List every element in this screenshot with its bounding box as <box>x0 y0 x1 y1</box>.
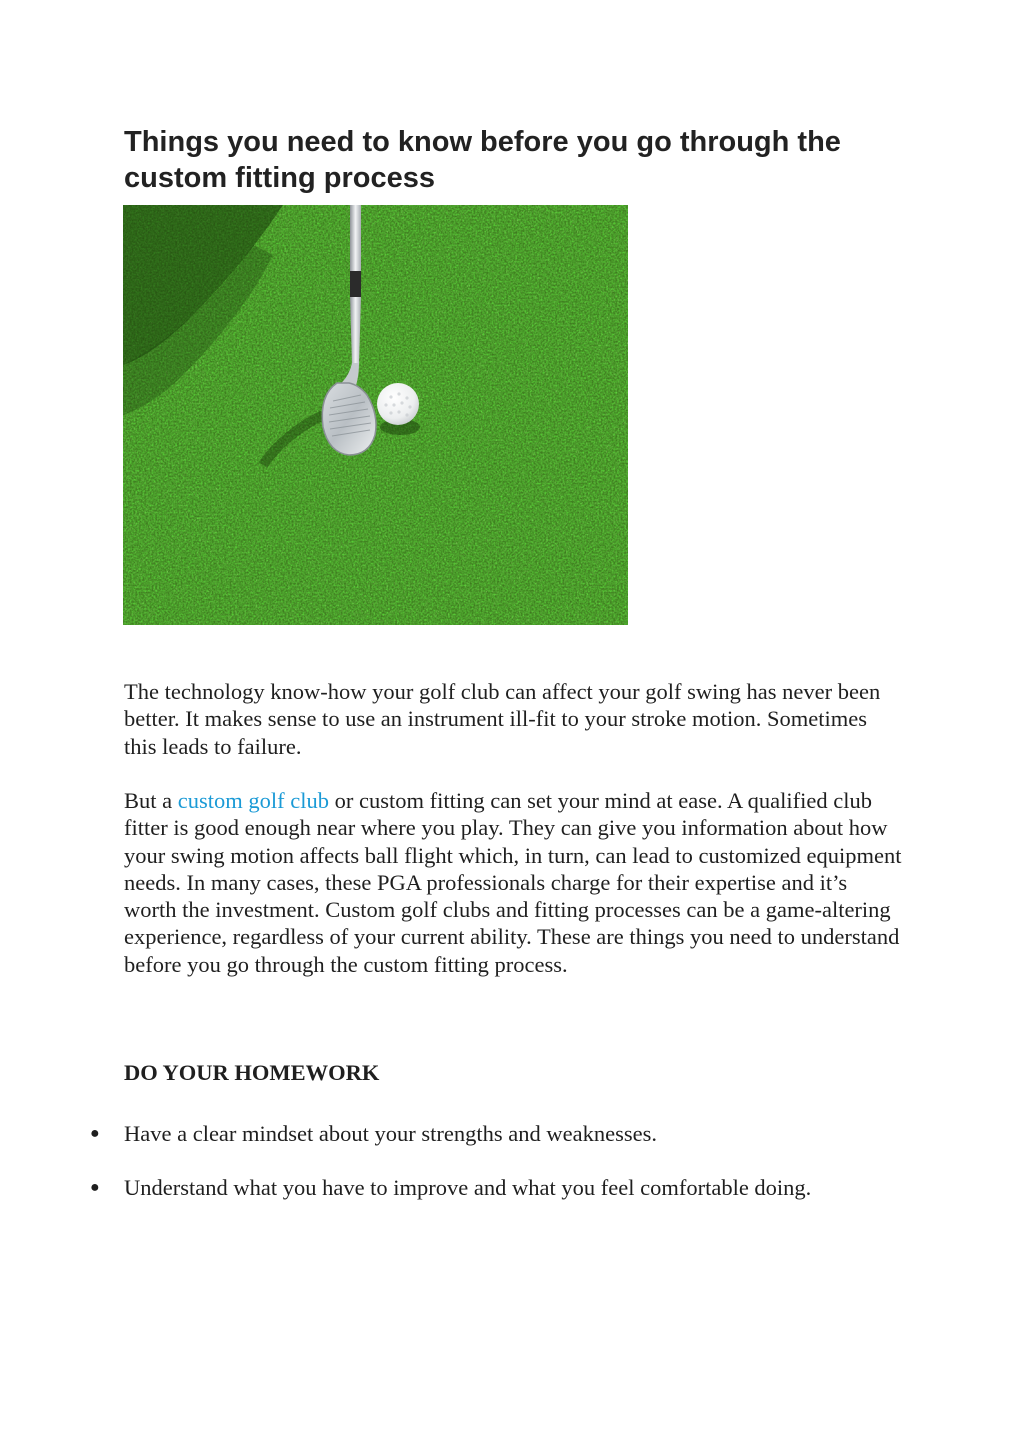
custom-golf-club-link[interactable]: custom golf club <box>177 788 329 813</box>
section-heading: DO YOUR HOMEWORK <box>124 1060 380 1085</box>
intro-paragraph: The technology know-how your golf club can affect your golf swing has never been better. It makes sense to use an instrument ill-fit to your stroke motion. Sometimes this leads to failure. <box>124 679 881 759</box>
list-item-text: Understand what you have to improve and what you feel comfortable doing. <box>124 1175 812 1200</box>
bullet-icon: ● <box>90 1179 100 1196</box>
paragraph-suffix: or custom fitting can set your mind at ease. A qualified club fitter is good enough near where you play. They can give you information about how your swing motion affects ball flight which, in turn, can lead to customized equipment needs. In many cases, these PGA professionals charge for their expertise and it’s worth the investment. Custom golf clubs and fitting processes can be a game-altering experience, regardless of your current ability. These are things you need to understand before you go through the custom fitting process. <box>124 788 902 977</box>
paragraph-prefix: But a <box>124 788 178 813</box>
page-title: Things you need to know before you go through the custom fitting process <box>124 126 841 194</box>
bullet-icon: ● <box>90 1125 100 1142</box>
golf-photo <box>123 205 628 625</box>
fitting-paragraph <box>124 787 904 978</box>
list-item <box>90 1116 884 1152</box>
list-item-text: Have a clear mindset about your strengths and weaknesses. <box>124 1121 657 1146</box>
golf-wedge-and-ball-on-grass-photo-icon <box>123 205 628 625</box>
list-item <box>90 1170 884 1206</box>
